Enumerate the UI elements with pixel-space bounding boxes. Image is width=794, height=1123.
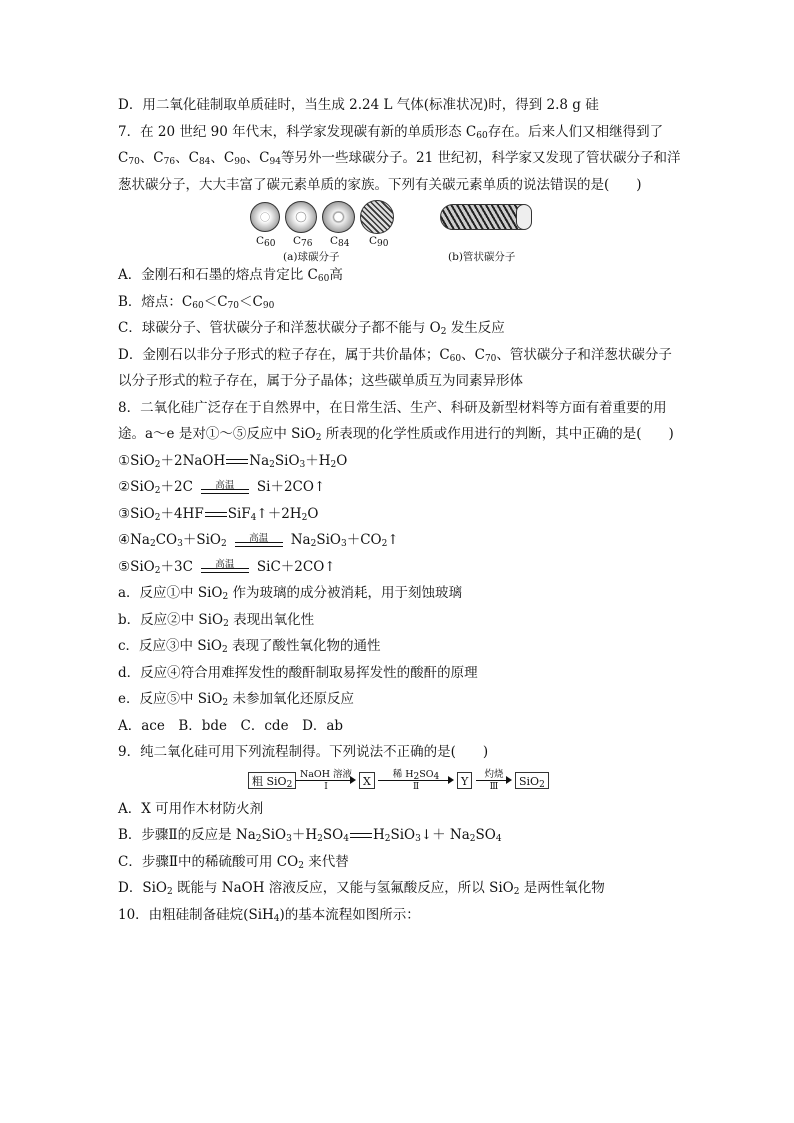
- q7-option-d-line1: D．金刚石以非分子形式的粒子存在，属于共价晶体；$C_{60}$、$C_{70}$、管状碳分子和洋葱状碳分子: [118, 346, 672, 364]
- q6-option-d: D．用二氧化硅制取单质硅时，当生成 2.24 L 气体(标准状况)时，得到 2.8 g 硅: [118, 97, 599, 113]
- q9-option-d: D．SiO$_2$ 既能与 NaOH 溶液反应，又能与氢氟酸反应，所以 SiO$_2$ 是两性氧化物: [118, 880, 605, 897]
- q9-option-a: A．X 可用作木材防火剂: [118, 800, 264, 817]
- caption-tube-carbon: (b)管状碳分子: [448, 251, 516, 263]
- document-page: [118, 92, 681, 928]
- q8-stem-line2: 途。a～e 是对①～⑤反应中 SiO$_2$ 所表现的化学性质或作用进行的判断，其中正确的是( ): [118, 426, 674, 443]
- reaction-4: $④Na_2CO_3+SiO_2$ 高温 $Na_2SiO_3+CO_2↑$: [118, 532, 399, 549]
- flow-arrow-2: 稀 $H_2SO_4$ Ⅱ: [378, 766, 454, 796]
- carbon-nanotube: [440, 204, 528, 230]
- reaction-1: ①SiO$_2$＋2NaOH $Na_2SiO_3+H_2O$: [118, 452, 348, 470]
- c84-label: $C_{84}$: [330, 235, 350, 249]
- flow-y-box: Y: [457, 772, 472, 789]
- c76-label: $C_{76}$: [293, 235, 313, 249]
- flow-end-box: SiO$_2$: [515, 772, 549, 789]
- flow-arrow-1: NaOH 溶液 Ⅰ: [296, 766, 356, 796]
- judgement-a: a．反应①中 SiO$_2$ 作为玻璃的成分被消耗，用于刻蚀玻璃: [118, 585, 463, 602]
- judgement-d: d．反应④符合用难挥发性的酸酐制取易挥发性的酸酐的原理: [118, 664, 478, 681]
- c90-label: $C_{90}$: [369, 235, 389, 249]
- nanotube-end: [516, 204, 532, 230]
- c60-label: $C_{60}$: [256, 235, 276, 249]
- c76-ball: [285, 201, 317, 233]
- q7-option-c: C．球碳分子、管状碳分子和洋葱状碳分子都不能与 $O_2$ 发生反应: [118, 320, 505, 337]
- reaction-5: ⑤SiO$_2$＋3C 高温 SiC＋2CO↑: [118, 558, 336, 576]
- q7-option-d-line2: 以分子形式的粒子存在，属于分子晶体；这些碳单质互为同素异形体: [118, 373, 523, 389]
- silica-flowchart: [118, 766, 678, 796]
- flow-arrow-3: 灼烧 Ⅲ: [476, 766, 512, 796]
- q7-option-a: A．金刚石和石墨的熔点肯定比 $C_{60}$高: [118, 267, 343, 284]
- c90-ball: [360, 200, 394, 234]
- judgement-c: c．反应③中 SiO$_2$ 表现了酸性氧化物的通性: [118, 638, 381, 655]
- reaction-3: ③SiO$_2$＋4HF $SiF_4↑+2H_2O$: [118, 505, 319, 523]
- q9-stem: 9．纯二氧化硅可用下列流程制得。下列说法不正确的是( ): [118, 744, 489, 760]
- q7-stem-line3: 葱状碳分子，大大丰富了碳元素单质的家族。下列有关碳元素单质的说法错误的是( ): [118, 176, 642, 193]
- judgement-b: b．反应②中 SiO$_2$ 表现出氧化性: [118, 611, 315, 629]
- flow-start-box: 粗 SiO$_2$: [248, 772, 296, 789]
- reaction-2: ②SiO$_2$＋2C 高温 Si＋2CO↑: [118, 479, 326, 496]
- q8-options: A．ace B．bde C．cde D．ab: [118, 717, 344, 734]
- caption-ball-carbon: (a)球碳分子: [283, 251, 340, 263]
- c84-ball: [322, 201, 355, 233]
- q9-option-c: C．步骤Ⅱ中的稀硫酸可用 $CO_2$ 来代替: [118, 853, 349, 871]
- q7-stem-line1: 7．在 20 世纪 90 年代末，科学家发现碳有新的单质形态 $C_{60}$存在。后来人们又相继得到了: [118, 123, 664, 141]
- q7-stem-line2: $C_{70}$、$C_{76}$、$C_{84}$、$C_{90}$、$C_{94}$等另外一些球碳分子。21 世纪初，科学家又发现了管状碳分子和洋: [118, 150, 681, 167]
- q9-option-b: B．步骤Ⅱ的反应是 $Na_2SiO_3+H_2SO_4$ $H_2SiO_3↓+ Na_2SO_4$: [118, 827, 502, 844]
- c60-ball: [250, 202, 280, 232]
- q8-stem-line1: 8．二氧化硅广泛存在于自然界中，在日常生活、生产、科研及新型材料等方面有着重要的用: [118, 399, 667, 416]
- judgement-e: e．反应⑤中 SiO$_2$ 未参加氧化还原反应: [118, 691, 354, 708]
- flow-x-box: X: [359, 772, 375, 789]
- q7-option-b: B．熔点：$C_{60}<C_{70}<C_{90}$: [118, 293, 275, 311]
- q10-stem: 10．由粗硅制备硅烷(SiH$_4$)的基本流程如图所示：: [118, 906, 420, 924]
- carbon-molecules-figure: [118, 200, 678, 262]
